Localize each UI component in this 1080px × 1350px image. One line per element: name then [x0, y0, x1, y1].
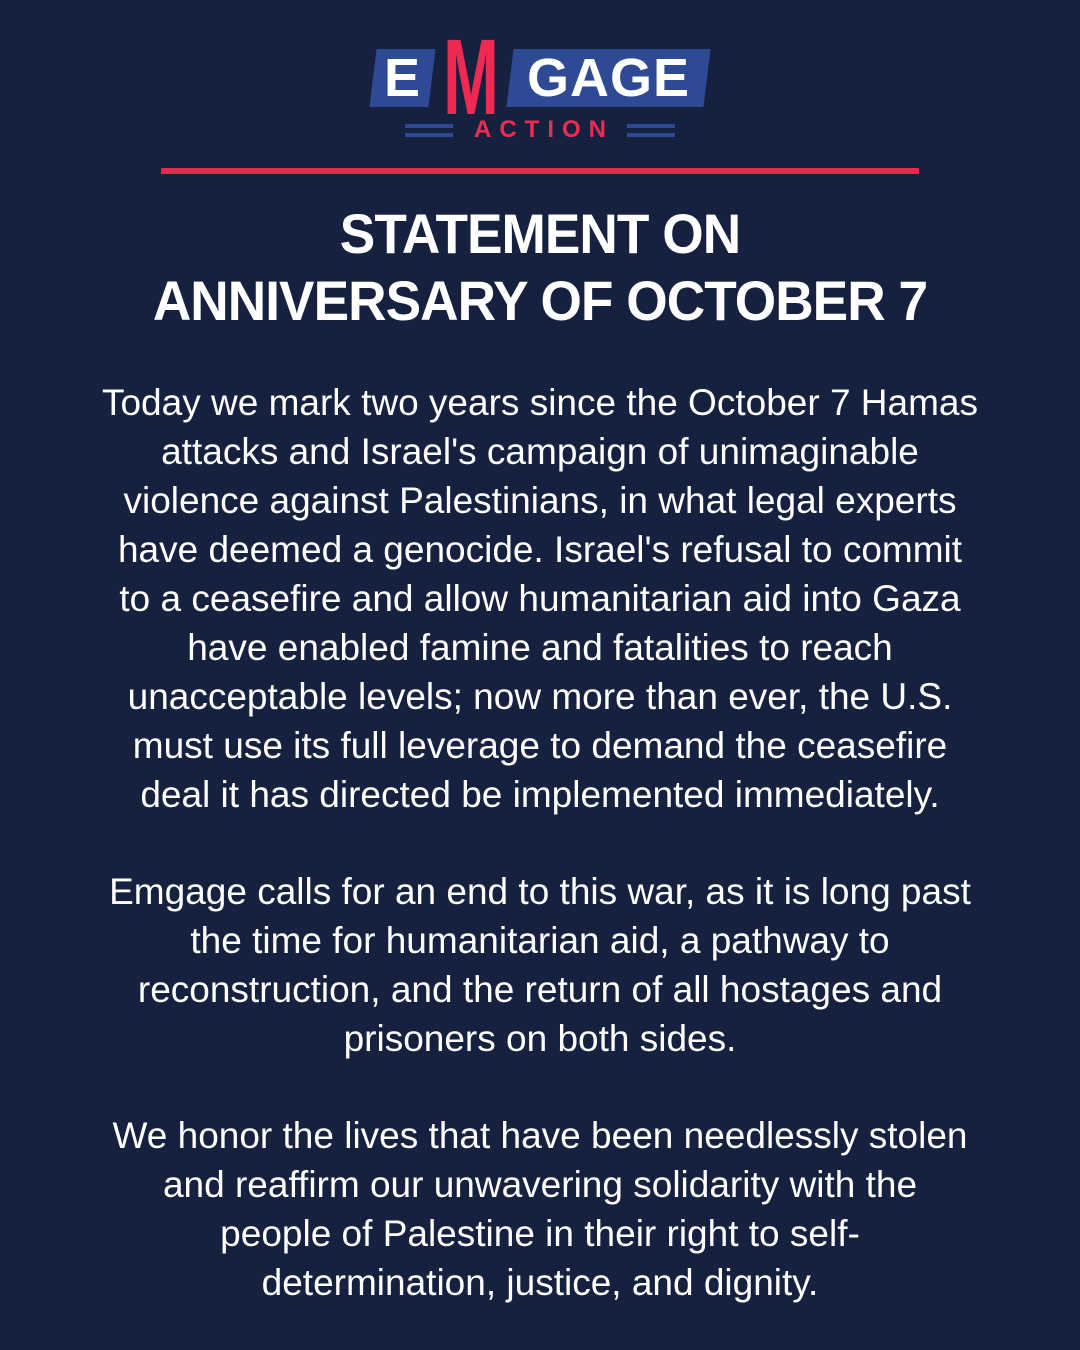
- text-line: have deemed a genocide. Israel's refusal to commit: [117, 529, 963, 570]
- text-line: people of Palestine in their right to self-: [220, 1213, 860, 1254]
- text-line: the time for humanitarian aid, a pathway to: [190, 920, 890, 961]
- text-line: unacceptable levels; now more than ever, the U.S.: [127, 676, 953, 717]
- paragraph: [0, 867, 1080, 1063]
- statement-body: [0, 378, 1080, 1307]
- text-line: deal it has directed be implemented immediately.: [140, 774, 940, 815]
- statement-title-line2: ANNIVERSARY OF OCTOBER 7: [152, 269, 928, 332]
- logo-letter-m: M: [443, 16, 499, 138]
- text-line: prisoners on both sides.: [343, 1018, 737, 1059]
- paragraph: [0, 1111, 1080, 1307]
- paragraph: [0, 378, 1080, 819]
- text-line: to a ceasefire and allow humanitarian aid into Gaza: [119, 578, 961, 619]
- double-line-right-icon: [627, 124, 675, 137]
- text-line: Today we mark two years since the October 7 Hamas: [101, 382, 979, 423]
- text-line: determination, justice, and dignity.: [261, 1262, 819, 1303]
- text-line: violence against Palestinians, in what legal experts: [123, 480, 957, 521]
- text-line: have enabled famine and fatalities to reach: [187, 627, 893, 668]
- text-line: Emgage calls for an end to this war, as it is long past: [109, 871, 971, 912]
- logo-action-label: ACTION: [474, 116, 614, 143]
- statement-title-line1: STATEMENT ON: [339, 202, 741, 265]
- logo-box-e: [373, 49, 432, 107]
- text-line: We honor the lives that have been needlessly stolen: [112, 1115, 968, 1156]
- statement-title: [0, 200, 1080, 334]
- logo-letter-e: E: [383, 47, 422, 108]
- red-divider: [161, 168, 919, 174]
- text-line: must use its full leverage to demand the ceasefire: [132, 725, 948, 766]
- text-line: attacks and Israel's campaign of unimaginable: [161, 431, 919, 472]
- logo-letters-gage: GAGE: [526, 47, 691, 108]
- text-line: and reaffirm our unwavering solidarity with the: [162, 1164, 918, 1205]
- logo-box-gage: [510, 49, 707, 107]
- text-line: reconstruction, and the return of all hostages and: [137, 969, 943, 1010]
- emgage-action-logo: [0, 16, 1080, 143]
